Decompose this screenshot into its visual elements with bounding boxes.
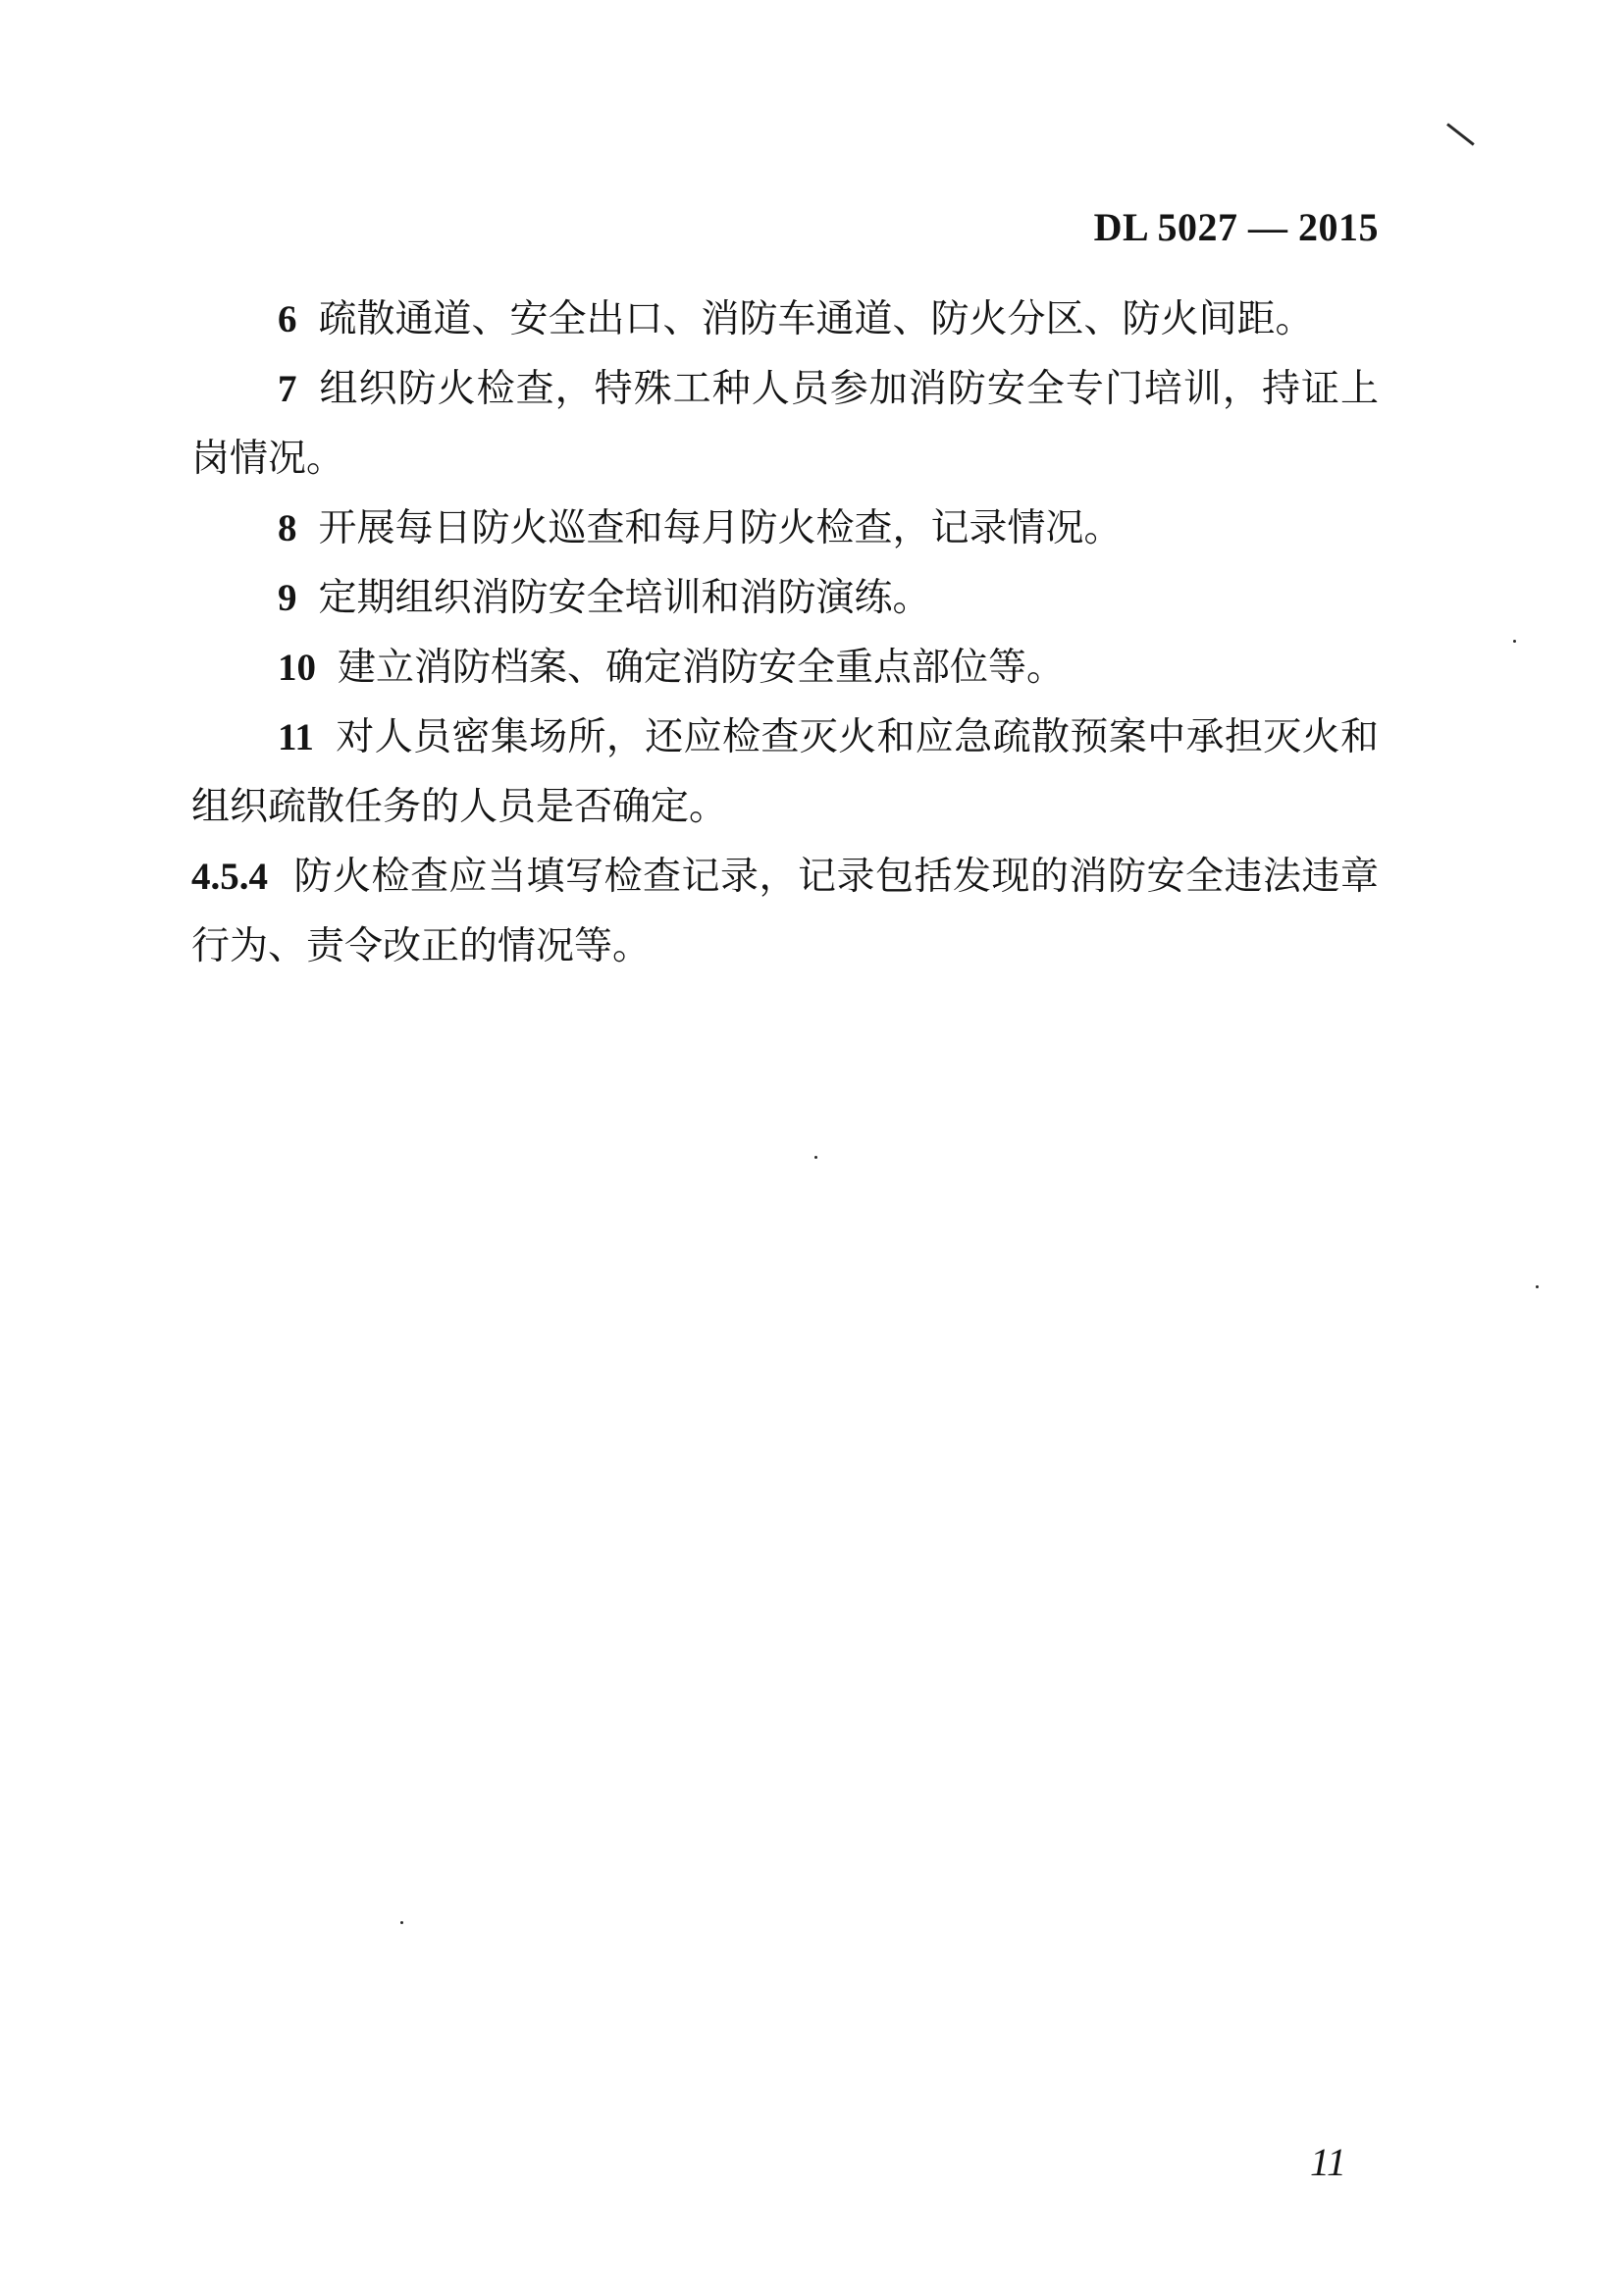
scan-artifact-dot [814, 1156, 817, 1159]
item-text: 定期组织消防安全培训和消防演练。 [318, 576, 931, 620]
list-item-7 [191, 354, 1379, 494]
item-text: 疏散通道、安全出口、消防车通道、防火分区、防火间距。 [318, 297, 1314, 341]
list-item-10 [191, 633, 1379, 703]
item-text: 对人员密集场所，还应检查灭火和应急疏散预案中承担灭火和组织疏散任务的人员是否确定。 [191, 715, 1379, 829]
item-number: 7 [278, 368, 297, 410]
page-number: 11 [1309, 2140, 1346, 2184]
clause-number: 4.5.4 [191, 856, 268, 898]
list-item-8 [191, 494, 1379, 563]
item-text: 建立消防档案、确定消防安全重点部位等。 [338, 646, 1066, 690]
item-number: 9 [278, 577, 297, 619]
document-body [191, 285, 1379, 981]
item-text: 组织防火检查，特殊工种人员参加消防安全专门培训，持证上岗情况。 [191, 367, 1379, 481]
clause-text: 防火检查应当填写检查记录，记录包括发现的消防安全违法违章行为、责令改正的情况等。 [191, 855, 1379, 968]
item-number: 10 [278, 647, 316, 689]
clause-4-5-4 [191, 842, 1379, 981]
scan-artifact-dot [1513, 640, 1516, 643]
item-number: 6 [278, 298, 297, 340]
scan-artifact-dot [1536, 1285, 1539, 1288]
scan-artifact-dot [400, 1921, 403, 1924]
item-number: 11 [278, 716, 314, 758]
scan-artifact-mark [1446, 123, 1475, 145]
standard-code-header: DL 5027 — 2015 [1093, 205, 1379, 249]
item-text: 开展每日防火巡查和每月防火检查，记录情况。 [318, 506, 1123, 550]
list-item-11 [191, 703, 1379, 842]
item-number: 8 [278, 507, 297, 549]
list-item-9 [191, 563, 1379, 633]
list-item-6 [191, 285, 1379, 354]
